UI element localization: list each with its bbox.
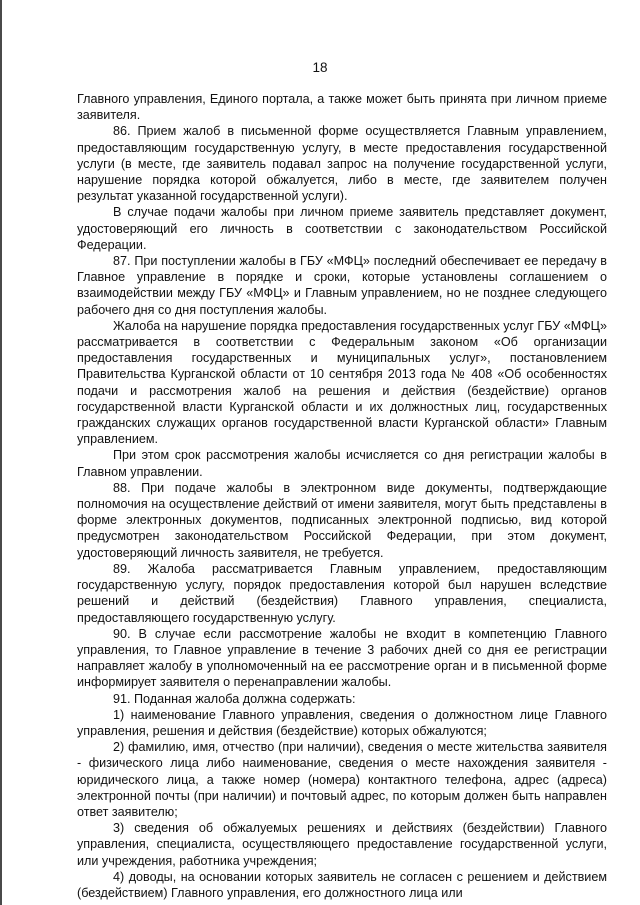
paragraph-89: 89. Жалоба рассматривается Главным управлением, предоставляющим государственную услугу, порядок предоставления которой был нарушен вследствие решений и действий (бездействия) Главного управления, специалиста, предоставляющего государственную услугу. (77, 561, 607, 625)
page-number: 18 (312, 60, 328, 75)
paragraph-review-term: При этом срок рассмотрения жалобы исчисляется со дня регистрации жалобы в Главном управлении. (77, 448, 607, 479)
paragraph-88: 88. При подаче жалобы в электронном виде документы, подтверждающие полномочия на осуществление действий от имени заявителя, могут быть представлены в форме электронных документов, подписанных электронной подписью, вид которой предусмотрен законодательством Российской Федерации, при этом документ, удостоверяющий личность заявителя, не требуется. (77, 480, 607, 560)
document-body (77, 91, 607, 901)
paragraph-86: 86. Прием жалоб в письменной форме осуществляется Главным управлением, предоставляющим государственную услугу, в месте предоставления государственной услуги (в месте, где заявитель подавал запрос на получение государственной услуги, нарушение порядка которой обжалуется, либо в месте, где заявителем получен результат указанной государственной услуги). (77, 124, 607, 204)
list-item-1: 1) наименование Главного управления, сведения о должностном лице Главного управления, решения и действия (бездействие) которых обжалуются; (77, 707, 607, 738)
paragraph-continuation: Главного управления, Единого портала, а также может быть принята при личном приеме заявителя. (77, 92, 607, 123)
paragraph-mfc-complaint: Жалоба на нарушение порядка предоставления государственных услуг ГБУ «МФЦ» рассматривается в соответствии с Федеральным законом «Об организации предоставления государственных и муниципальных услуг», постановлением Правительства Курганской области от 10 сентября 2013 года № 408 «Об особенностях подачи и рассмотрения жалоб на решения и действия (бездействие) органов государственной власти Курганской области и их должностных лиц, государственных гражданских служащих органов государственной власти Курганской области» Главным управлением. (77, 318, 607, 447)
paragraph-90: 90. В случае если рассмотрение жалобы не входит в компетенцию Главного управления, то Главное управление в течение 3 рабочих дней со дня ее регистрации направляет жалобу в уполномоченный на ее рассмотрение орган и в письменной форме информирует заявителя о перенаправлении жалобы. (77, 626, 607, 690)
paragraph-91: 91. Поданная жалоба должна содержать: (113, 691, 356, 706)
list-item-2: 2) фамилию, имя, отчество (при наличии), сведения о месте жительства заявителя - физического лица либо наименование, сведения о месте нахождения заявителя - юридического лица, а также номер (номера) контактного телефона, адрес (адреса) электронной почты (при наличии) и почтовый адрес, по которым должен быть направлен ответ заявителю; (77, 740, 607, 819)
paragraph-87: 87. При поступлении жалобы в ГБУ «МФЦ» последний обеспечивает ее передачу в Главное управление в порядке и сроки, которые установлены соглашением о взаимодействии между ГБУ «МФЦ» и Главным управлением, но не позднее следующего рабочего дня со дня поступления жалобы. (77, 254, 607, 317)
scan-edge (0, 0, 2, 905)
paragraph-personal-reception: В случае подачи жалобы при личном приеме заявитель представляет документ, удостоверяющий его личность в соответствии с законодательством Российской Федерации. (77, 205, 607, 252)
list-item-3: 3) сведения об обжалуемых решениях и действиях (бездействии) Главного управления, специалиста, осуществляющего предоставление государственной услуги, или учреждения, работника учреждения; (77, 821, 607, 868)
list-item-4: 4) доводы, на основании которых заявитель не согласен с решением и действием (бездействием) Главного управления, его должностного лица или (77, 869, 607, 900)
